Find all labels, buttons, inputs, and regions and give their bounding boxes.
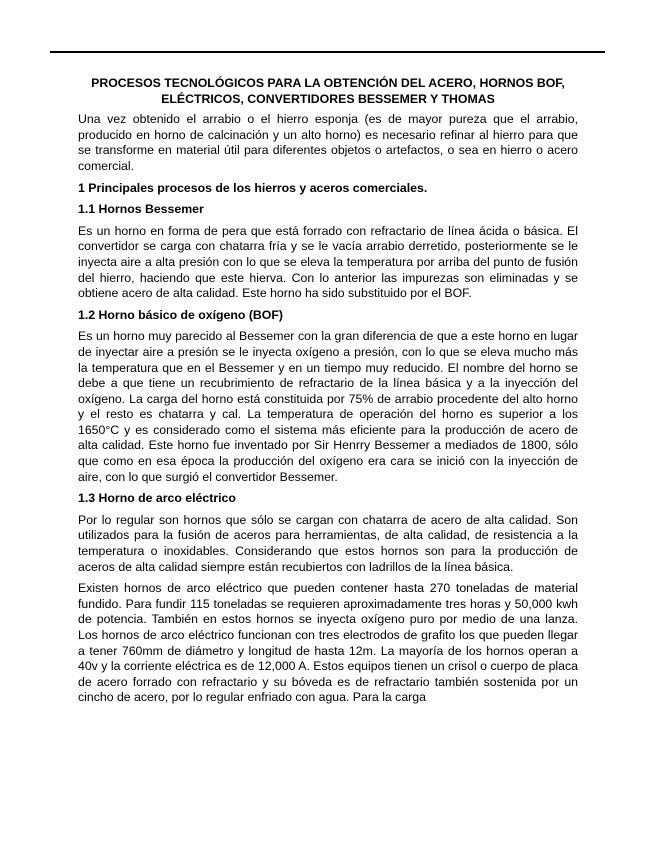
section-1-2-heading: 1.2 Horno básico de oxígeno (BOF)	[78, 307, 283, 322]
document-title	[78, 76, 578, 107]
title-line-2: ELÉCTRICOS, CONVERTIDORES BESSEMER Y THOMAS	[161, 91, 495, 106]
section-1-1-paragraph: Es un horno en forma de pera que está forrado con refractario de línea ácida o básica. El convertidor se carga con chatarra fría y se le vacía arrabio derretido, posteriormente se le inyecta aire a alta presión con lo que se eleva la temperatura por arriba del punto de fusión del hierro, haciendo que este hierva. Con lo anterior las impurezas son eliminadas y se obtiene acero de alta calidad. Este horno ha sido substituido por el BOF.	[78, 223, 578, 301]
section-1-heading: 1 Principales procesos de los hierros y aceros comerciales.	[78, 180, 428, 195]
section-1-3-paragraph-1: Por lo regular son hornos que sólo se cargan con chatarra de acero de alta calidad. Son utilizados para la fusión de aceros para herramientas, de alta calidad, de resistencia a la temperatura o inoxidables. Considerando que estos hornos son para la producción de aceros de alta calidad siempre están recubiertos con ladrillos de la línea básica.	[78, 512, 578, 574]
section-1-3-paragraph-2: Existen hornos de arco eléctrico que pueden contener hasta 270 toneladas de material fundido. Para fundir 115 toneladas se requieren aproximadamente tres horas y 50,000 kwh de potencia. También en estos hornos se inyecta oxígeno puro por medio de una lanza. Los hornos de arco eléctrico funcionan con tres electrodos de grafito los que pueden llegar a tener 760mm de diámetro y longitud de hasta 12m. La mayoría de los hornos operan a 40v y la corriente eléctrica es de 12,000 A. Estos equipos tienen un crisol o cuerpo de placa de acero forrado con refractario y su bóveda es de refractario también sostenida por un cincho de acero, por lo regular enfriado con agua. Para la carga	[78, 581, 578, 705]
document-body	[78, 76, 578, 712]
title-line-1: PROCESOS TECNOLÓGICOS PARA LA OBTENCIÓN DEL ACERO, HORNOS BOF,	[91, 76, 565, 90]
section-1-1-heading: 1.1 Hornos Bessemer	[78, 202, 204, 217]
top-rule	[50, 51, 605, 53]
intro-paragraph: Una vez obtenido el arrabio o el hierro esponja (es de mayor pureza que el arrabio, producido en horno de calcinación y un alto horno) es necesario refinar al hierro para que se transforme en material útil para diferentes objetos o artefactos, o sea en hierro o acero comercial.	[78, 112, 578, 173]
section-1-3-heading: 1.3 Horno de arco eléctrico	[78, 491, 236, 506]
section-1-2-paragraph: Es un horno muy parecido al Bessemer con la gran diferencia de que a este horno en lugar de inyectar aire a presión se le inyecta oxígeno a presión, con lo que se eleva mucho más la temperatura que en el Bessemer y en un tiempo muy reducido. El nombre del horno se debe a que tiene un recubrimiento de refractario de la línea básica y a la inyección del oxígeno. La carga del horno está constituida por 75% de arrabio procedente del alto horno y el resto es chatarra y cal. La temperatura de operación del horno es superior a los 1650°C y es considerado como el sistema más eficiente para la producción de acero de alta calidad. Este horno fue inventado por Sir Henrry Bessemer a mediados de 1800, sólo que como en esa época la producción del oxígeno era cara se inició con la inyección de aire, con lo que surgió el convertidor Bessemer.	[78, 329, 578, 484]
